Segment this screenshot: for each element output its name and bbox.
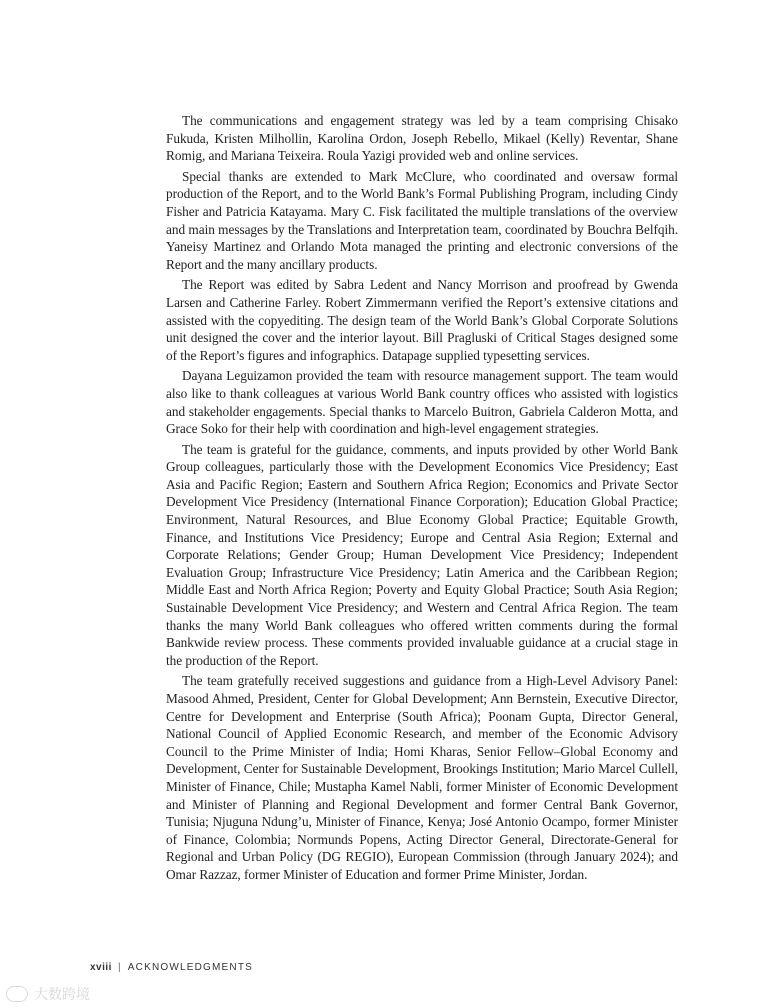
section-title: ACKNOWLEDGMENTS — [127, 962, 254, 973]
watermark-logo-icon — [6, 986, 28, 1002]
paragraph-editing-design: The Report was edited by Sabra Ledent and Nancy Morrison and proofread by Gwenda Larsen and Catherine Farley. Robert Zimmermann verified the Report’s extensive citations and assisted with the copyediting. The design team of the World Bank’s Global Corporate Solutions unit designed the cover and the interior layout. Bill Pragluski of Critical Stages designed some of the Report’s figures and infographics. Datapage supplied typesetting services. — [166, 277, 678, 363]
paragraph-production-thanks: Special thanks are extended to Mark McClure, who coordinated and oversaw formal production of the Report, and to the World Bank’s Formal Publishing Program, including Cindy Fisher and Patricia Katayama. Mary C. Fisk facilitated the multiple translations of the overview and main messages by the Translations and Interpretation team, coordinated by Bouchra Belfqih. Yaneisy Martinez and Orlando Mota managed the printing and electronic conversions of the Report and the many ancillary products. — [166, 168, 678, 272]
page-footer — [90, 962, 253, 973]
paragraph-resource-support: Dayana Leguizamon provided the team with resource management support. The team would also like to thank colleagues at various World Bank country offices who assisted with logistics and stakeholder engagements. Special thanks to Marcelo Buitron, Gabriela Calderon Motta, and Grace Soko for their help with coordination and high-level engagement strategies. — [166, 368, 678, 437]
paragraph-communications-team: The communications and engagement strategy was led by a team comprising Chisako Fukuda, Kristen Milhollin, Karolina Ordon, Joseph Rebello, Mikael (Kelly) Reventar, Shane Romig, and Mariana Teixeira. Roula Yazigi provided web and online services. — [166, 113, 678, 164]
page-number: xviii — [90, 962, 112, 973]
footer-separator: | — [117, 962, 122, 973]
page-body — [166, 112, 678, 887]
watermark — [6, 984, 90, 1004]
watermark-text: 大数跨境 — [34, 987, 90, 1003]
paragraph-bank-colleagues: The team is grateful for the guidance, comments, and inputs provided by other World Bank Group colleagues, particularly those with the Development Economics Vice Presidency; East Asia and Pacific Region; Eastern and Southern Africa Region; Economics and Private Sector Development Vice Presidency (International Finance Corporation); Education Global Practice; Environment, Natural Resources, and Blue Economy Global Practice; Equitable Growth, Finance, and Institutions Vice Presidency; Europe and Central Asia Region; External and Corporate Relations; Gender Group; Human Development Vice Presidency; Independent Evaluation Group; Infrastructure Vice Presidency; Latin America and the Caribbean Region; Middle East and North Africa Region; Poverty and Equity Global Practice; South Asia Region; Sustainable Development Vice Presidency; and Western and Central Africa Region. The team thanks the many World Bank colleagues who offered written comments during the formal Bankwide review process. These comments provided invaluable guidance at a crucial stage in the production of the Report. — [166, 441, 678, 668]
paragraph-advisory-panel: The team gratefully received suggestions and guidance from a High-Level Advisory Panel: Masood Ahmed, President, Center for Global Development; Ann Bernstein, Executive Director, Centre for Development and Enterprise (South Africa); Poonam Gupta, Director General, National Council of Applied Economic Research, and member of the Economic Advisory Council to the Prime Minister of India; Homi Kharas, Senior Fellow–Global Economy and Development, Center for Sustainable Development, Brookings Institution; Mario Marcel Cullell, Minister of Finance, Chile; Mustapha Kamel Nabli, former Minister of Economic Development and Minister of Planning and Regional Development and former Central Bank Governor, Tunisia; Njuguna Ndung’u, Minister of Finance, Kenya; José Antonio Ocampo, former Minister of Finance, Colombia; Normunds Popens, Acting Director General, Directorate-General for Regional and Urban Policy (DG REGIO), European Commission (through January 2024); and Omar Razzaz, former Minister of Education and former Prime Minister, Jordan. — [166, 673, 678, 882]
